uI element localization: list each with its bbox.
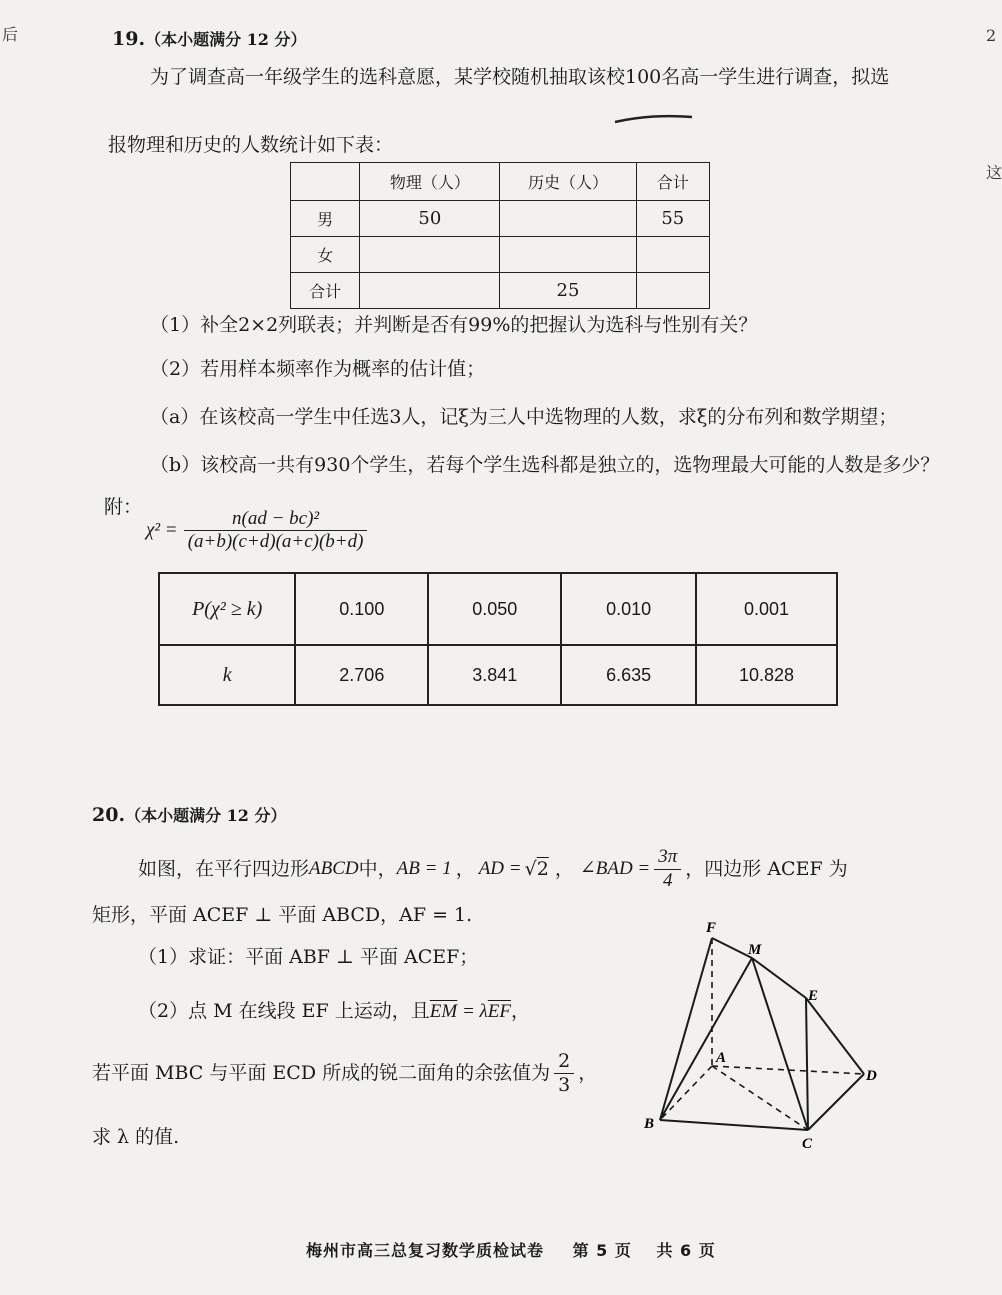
q19-part2: （2）若用样本频率作为概率的估计值； bbox=[150, 358, 486, 380]
q20-ad: AD = bbox=[478, 857, 522, 879]
q20-line3-end: ， bbox=[578, 1061, 598, 1084]
table-cell bbox=[500, 201, 636, 237]
edge-ec bbox=[806, 998, 808, 1130]
vector-ef: $\overline{EF}$ bbox=[487, 1001, 511, 1022]
contingency-table bbox=[290, 162, 710, 309]
q20-angle-num: 3π bbox=[654, 846, 681, 870]
q20-part2 bbox=[138, 1000, 530, 1024]
table-cell: 0.001 bbox=[696, 573, 837, 645]
formula-lhs: χ² = bbox=[146, 519, 178, 541]
q20-angle: ∠BAD = bbox=[579, 857, 651, 879]
table-row-label: 男 bbox=[291, 201, 360, 237]
q20-line1-text2: 中， bbox=[358, 857, 397, 880]
cosine-den: 3 bbox=[558, 1073, 571, 1096]
q20-line2: 矩形，平面 ACEF ⊥ 平面 ABCD，AF = 1. bbox=[92, 904, 473, 926]
footer-page: 第 5 页 bbox=[572, 1241, 632, 1260]
q19-intro-line2: 报物理和历史的人数统计如下表： bbox=[108, 134, 394, 156]
q20-angle-den: 4 bbox=[663, 869, 673, 891]
label-f: F bbox=[706, 920, 717, 936]
q20-part2-text: （2）点 M 在线段 EF 上运动，且 bbox=[138, 1000, 430, 1022]
edge-mb bbox=[660, 958, 752, 1120]
q19-intro-line1: 为了调查高一年级学生的选科意愿，某学校随机抽取该校100名高一学生进行调查，拟选 bbox=[150, 66, 890, 88]
label-m: M bbox=[748, 942, 762, 958]
q20-abcd: ABCD bbox=[309, 857, 359, 879]
table-cell: 25 bbox=[500, 273, 636, 309]
handwritten-underline bbox=[610, 108, 700, 128]
q20-score: （本小题满分 12 分） bbox=[125, 806, 287, 825]
formula-numerator: n(ad − bc)² bbox=[184, 508, 368, 531]
table-cell: 0.100 bbox=[295, 573, 428, 645]
table-row-label: 女 bbox=[291, 237, 360, 273]
label-c: C bbox=[802, 1136, 813, 1152]
table-header-cell: 物理（人） bbox=[360, 163, 500, 201]
edge-me bbox=[752, 958, 806, 998]
geometry-figure bbox=[630, 910, 900, 1160]
edge-mc bbox=[752, 958, 808, 1130]
edge-ac bbox=[712, 1066, 808, 1130]
table-cell bbox=[636, 237, 709, 273]
q20-line1-text: 如图，在平行四边形 bbox=[138, 857, 310, 880]
table-cell bbox=[500, 237, 636, 273]
label-d: D bbox=[866, 1068, 877, 1084]
q19-part1: （1）补全2×2列联表；并判断是否有99%的把握认为选科与性别有关？ bbox=[150, 314, 758, 336]
chi-square-table bbox=[158, 572, 838, 706]
q20-line4: 求 λ 的值. bbox=[92, 1126, 180, 1148]
cosine-fraction bbox=[554, 1050, 574, 1097]
q20-line3-text: 若平面 MBC 与平面 ECD 所成的锐二面角的余弦值为 bbox=[92, 1061, 551, 1084]
label-b: B bbox=[644, 1116, 655, 1132]
table-cell: 55 bbox=[636, 201, 709, 237]
appendix-label: 附： bbox=[104, 496, 143, 518]
chi-row2-label: k bbox=[159, 645, 295, 705]
left-edge-mark: 后 bbox=[2, 25, 19, 44]
footer-title: 梅州市高三总复习数学质检试卷 bbox=[306, 1241, 545, 1260]
q20-part1: （1）求证：平面 ABF ⊥ 平面 ACEF； bbox=[138, 946, 479, 968]
footer-total: 共 6 页 bbox=[656, 1241, 716, 1260]
right-edge-mark-mid: 这 bbox=[986, 163, 1002, 182]
label-a: A bbox=[716, 1050, 727, 1066]
table-cell: 0.050 bbox=[428, 573, 561, 645]
label-e: E bbox=[808, 988, 819, 1004]
q19-number: 19. bbox=[112, 28, 146, 50]
edge-ed bbox=[806, 998, 864, 1074]
table-header-cell bbox=[291, 163, 360, 201]
edge-cd bbox=[808, 1074, 864, 1130]
right-edge-mark-top: 2 bbox=[986, 26, 997, 45]
table-row-label: 合计 bbox=[291, 273, 360, 309]
table-cell bbox=[636, 273, 709, 309]
table-cell: 3.841 bbox=[428, 645, 561, 705]
q19-part-a: （a）在该校高一学生中任选3人，记ξ为三人中选物理的人数，求ξ的分布列和数学期望； bbox=[150, 406, 898, 428]
q20-line3 bbox=[92, 1050, 597, 1097]
q20-ab: AB = 1 bbox=[396, 857, 452, 879]
formula-fraction bbox=[184, 508, 368, 553]
edge-bc bbox=[660, 1120, 808, 1130]
q20-ad-root: 2 bbox=[536, 857, 549, 880]
vector-em: $\overline{EM}$ bbox=[429, 1001, 458, 1022]
table-cell: 50 bbox=[360, 201, 500, 237]
table-cell: 0.010 bbox=[561, 573, 696, 645]
formula-denominator: (a+b)(c+d)(a+c)(b+d) bbox=[187, 531, 364, 552]
q20-angle-fraction bbox=[654, 846, 681, 893]
q20-part2-end: ， bbox=[510, 1000, 530, 1022]
table-cell: 10.828 bbox=[696, 645, 837, 705]
footer bbox=[306, 1238, 716, 1261]
q19-header bbox=[112, 28, 306, 51]
q20-part2-eq: = λ bbox=[457, 1001, 488, 1022]
table-header-cell: 合计 bbox=[636, 163, 709, 201]
chi-square-formula bbox=[146, 508, 367, 553]
table-header-cell: 历史（人） bbox=[500, 163, 636, 201]
q20-number: 20. bbox=[92, 804, 126, 826]
q19-part-b: （b）该校高一共有930个学生，若每个学生选科都是独立的，选物理最大可能的人数是多少？ bbox=[150, 454, 940, 476]
q20-line1-end: ，四边形 ACEF 为 bbox=[685, 857, 848, 880]
table-cell bbox=[360, 237, 500, 273]
chi-row1-label: P(χ² ≥ k) bbox=[159, 573, 295, 645]
table-cell: 6.635 bbox=[561, 645, 696, 705]
edge-fm bbox=[712, 938, 752, 958]
table-cell: 2.706 bbox=[295, 645, 428, 705]
q20-line1: 如图，在平行四边形 ABCD 中， AB = 1 ， AD = √ 2 ， ∠BAD = $\frac{3\pi}{4}$ ，四边形 ACEF 为 bbox=[138, 846, 848, 891]
q20-header bbox=[92, 804, 286, 827]
q19-score: （本小题满分 12 分） bbox=[145, 30, 307, 49]
cosine-num: 2 bbox=[554, 1050, 574, 1074]
table-cell bbox=[360, 273, 500, 309]
